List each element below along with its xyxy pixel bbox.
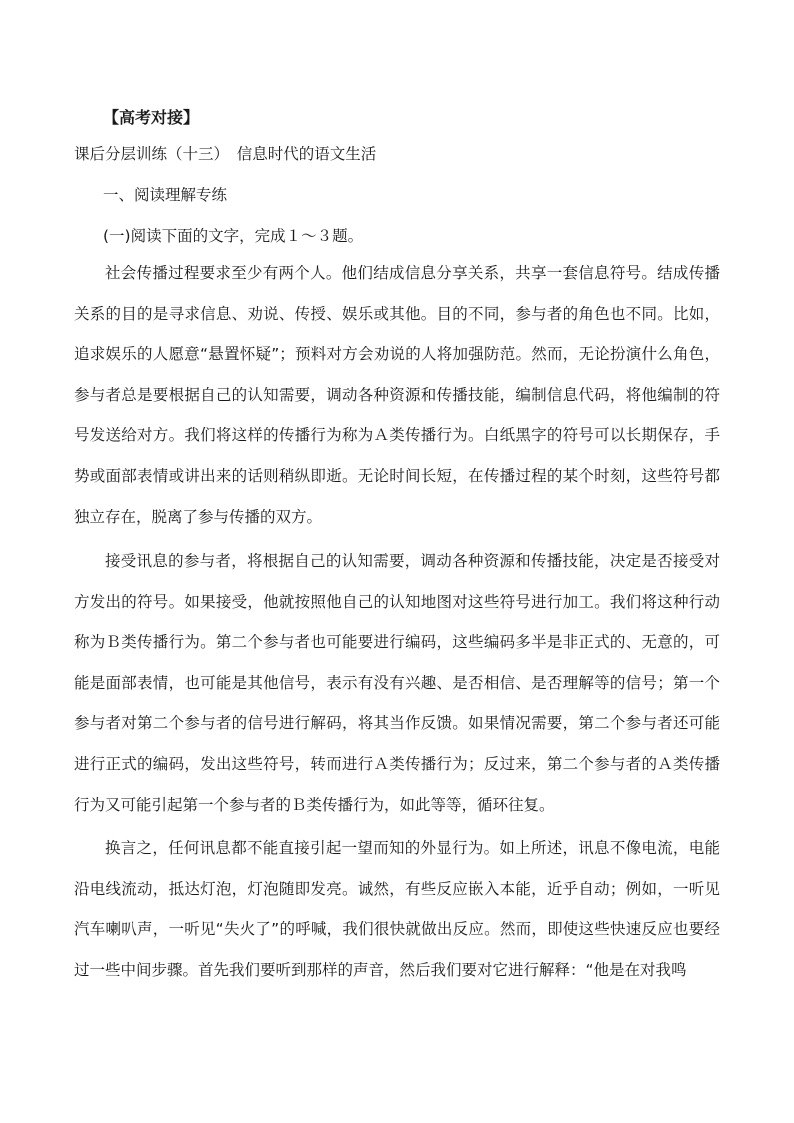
paragraph-1: 社会传播过程要求至少有两个人。他们结成信息分享关系，共享一套信息符号。结成传播关系的目的是寻求信息、劝说、传授、娱乐或其他。目的不同，参与者的角色也不同。比如，追求娱乐的人愿意“悬置怀疑”；预料对方会劝说的人将加强防范。然而，无论扮演什么角色，参与者总是要根据自己的认知需要，调动各种资源和传播技能，编制信息代码，将他编制的符号发送给对方。我们将这样的传播行为称为Ａ类传播行为。白纸黑字的符号可以长期保存，手势或面部表情或讲出来的话则稍纵即逝。无论时间长短，在传播过程的某个时刻，这些符号都独立存在，脱离了参与传播的双方。 (74, 264, 720, 526)
part-heading: 一、阅读理解专练 (103, 186, 228, 204)
document-title: 课后分层训练（十三） 信息时代的语文生活 (74, 145, 377, 163)
reading-instruction: (一)阅读下面的文字，完成１～３题。 (103, 227, 364, 245)
paragraph-3: 换言之，任何讯息都不能直接引起一望而知的外显行为。如上所述，讯息不像电流，电能沿电线流动，抵达灯泡，灯泡随即发亮。诚然，有些反应嵌入本能，近乎自动；例如，一听见汽车喇叭声，一听见“失火了”的呼喊，我们很快就做出反应。然而，即使这些快速反应也要经过一些中间步骤。首先我们要听到那样的声音，然后我们要对它进行解释：“他是在对我鸣 (74, 839, 720, 979)
section-heading: 【高考对接】 (103, 108, 200, 127)
paragraph-2: 接受讯息的参与者，将根据自己的认知需要，调动各种资源和传播技能，决定是否接受对方发出的符号。如果接受，他就按照他自己的认知地图对这些符号进行加工。我们将这种行动称为Ｂ类传播行为。第二个参与者也可能要进行编码，这些编码多半是非正式的、无意的，可能是面部表情，也可能是其他信号，表示有没有兴趣、是否相信、是否理解等的信号；第一个参与者对第二个参与者的信号进行解码，将其当作反馈。如果情况需要，第二个参与者还可能进行正式的编码，发出这些符号，转而进行Ａ类传播行为；反过来，第二个参与者的Ａ类传播行为又可能引起第一个参与者的Ｂ类传播行为，如此等等，循环往复。 (74, 552, 720, 814)
